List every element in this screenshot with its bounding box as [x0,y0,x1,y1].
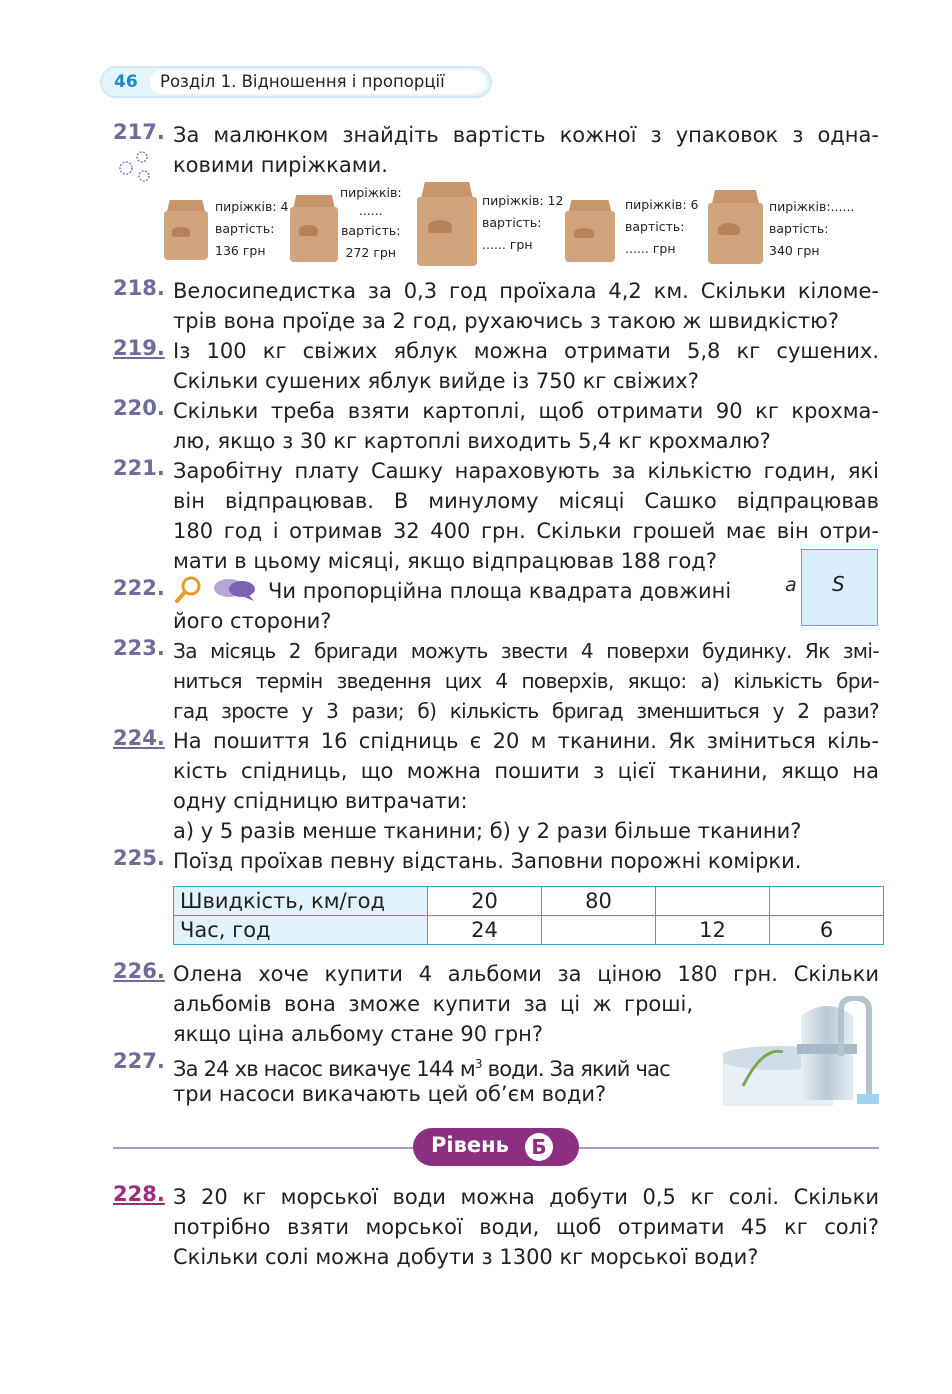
bag-illustration [417,182,477,266]
problem-number: 221. [113,456,165,480]
table-cell [770,887,884,916]
table-cell: 80 [542,887,656,916]
level-label: Рівень [431,1133,509,1157]
table-cell: 20 [428,887,542,916]
table-cell: 12 [656,916,770,945]
bag-label: пиріжків: 4 вартість: 136 грн [215,199,289,258]
page-header [100,66,492,98]
area-label: S [832,572,845,596]
bag-illustration [290,195,338,262]
problem-text: Скільки солі можна добути з 1300 кг морської води? [173,1245,759,1269]
table-row-header: Час, год [174,916,428,945]
speech-bubbles-icon [212,576,258,604]
level-letter: Б [525,1133,553,1161]
problem-text: Олена хоче купити 4 альбоми за ціною 180 грн. Скільки [173,962,879,986]
problem-text: Скільки сушених яблук вийде із 750 кг свіжих? [173,369,699,393]
problem-number: 217. [113,120,165,144]
table-row [174,916,884,945]
problem-text: На пошиття 16 спідниць є 20 м тканини. Як зміниться кіль- [173,729,879,753]
page-number: 46 [114,72,138,92]
problem-text: Велосипедистка за 0,3 год проїхала 4,2 км. Скільки кіломе- [173,279,879,303]
problem-number: 226. [113,959,165,983]
bag-illustration [164,200,208,260]
bag-illustration [565,200,615,262]
problem-text: потрібно взяти морської води, щоб отримати 45 кг солі? [173,1215,879,1239]
problem-number: 227. [113,1049,165,1073]
problem-number: 228. [113,1182,165,1206]
problem-text: якщо ціна альбому стане 90 грн? [173,1022,544,1046]
bag-illustration [708,190,763,264]
bag-label: пиріжків: 12 вартість: ...... грн [482,193,564,252]
table-cell [656,887,770,916]
bag-label: пиріжків: 6 вартість: ...... грн [625,197,699,256]
divider-line [579,1147,879,1149]
table-cell: 6 [770,916,884,945]
problem-text: лю, якщо з 30 кг картоплі виходить 5,4 кг крохмалю? [173,429,771,453]
problem-number: 219. [113,336,165,360]
problem-text: альбомів вона зможе купити за ці ж гроші, [173,992,693,1016]
level-badge [413,1128,579,1166]
problem-text: Із 100 кг свіжих яблук можна отримати 5,8 кг сушених. [173,339,879,363]
problem-number: 225. [113,846,165,870]
bag-label: пиріжків:...... вартість: 340 грн [769,199,855,258]
problem-text: три насоси викачають цей об’єм води? [173,1082,607,1106]
bag-label: пиріжків: ...... вартість: 272 грн [340,185,402,260]
problem-text: кість спідниць, що можна пошити з цієї тканини, якщо на [173,759,879,783]
section-title: Розділ 1. Відношення і пропорції [150,70,486,94]
problem-text: Скільки треба взяти картоплі, щоб отримати 90 кг крохма- [173,399,879,423]
side-label: a [785,574,797,596]
divider-line [113,1147,413,1149]
problem-text: ниться термін зведення цих 4 поверхів, якщо: а) кількість бри- [173,669,879,693]
magnifier-icon [174,574,204,604]
puzzle-icon [118,150,154,184]
problem-text: мати в цьому місяці, якщо відпрацював 188 год? [173,549,717,573]
problem-text: а) у 5 разів менше тканини; б) у 2 рази більше тканини? [173,819,802,843]
problem-text: За місяць 2 бригади можуть звести 4 поверхи будинку. Як змі- [173,639,879,663]
problem-number: 218. [113,276,165,300]
problem-text: гад зросте у 3 рази; б) кількість бригад зменшиться у 2 рази? [173,699,879,723]
problem-text: За 24 хв насос викачує 144 $м^3$ води. За який час [173,1057,670,1081]
pump-illustration [723,996,879,1106]
problem-number: 223. [113,636,165,660]
problem-text: Чи пропорційна площа квадрата довжині [268,579,732,603]
problem-text: З 20 кг морської води можна добути 0,5 кг солі. Скільки [173,1185,879,1209]
problem-text: За малюнком знайдіть вартість кожної з упаковок з одна- [173,123,879,147]
speed-time-table [173,886,884,945]
problem-number: 224. [113,726,165,750]
problem-number: 220. [113,396,165,420]
table-cell: 24 [428,916,542,945]
problem-text: ковими пиріжками. [173,153,388,177]
problem-text: він відпрацював. В минулому місяці Сашко відпрацював [173,489,879,513]
table-row [174,887,884,916]
table-row-header: Швидкість, км/год [174,887,428,916]
problem-text: трів вона проїде за 2 год, рухаючись з такою ж швидкістю? [173,309,839,333]
table-cell [542,916,656,945]
problem-text: Заробітну плату Сашку нараховують за кількістю годин, які [173,459,879,483]
problem-number: 222. [113,576,165,600]
problem-text: Поїзд проїхав певну відстань. Заповни порожні комірки. [173,849,802,873]
problem-text: 180 год і отримав 32 400 грн. Скільки грошей має він отри- [173,519,879,543]
problem-text: його сторони? [173,609,332,633]
problem-text: одну спідницю витрачати: [173,789,468,813]
